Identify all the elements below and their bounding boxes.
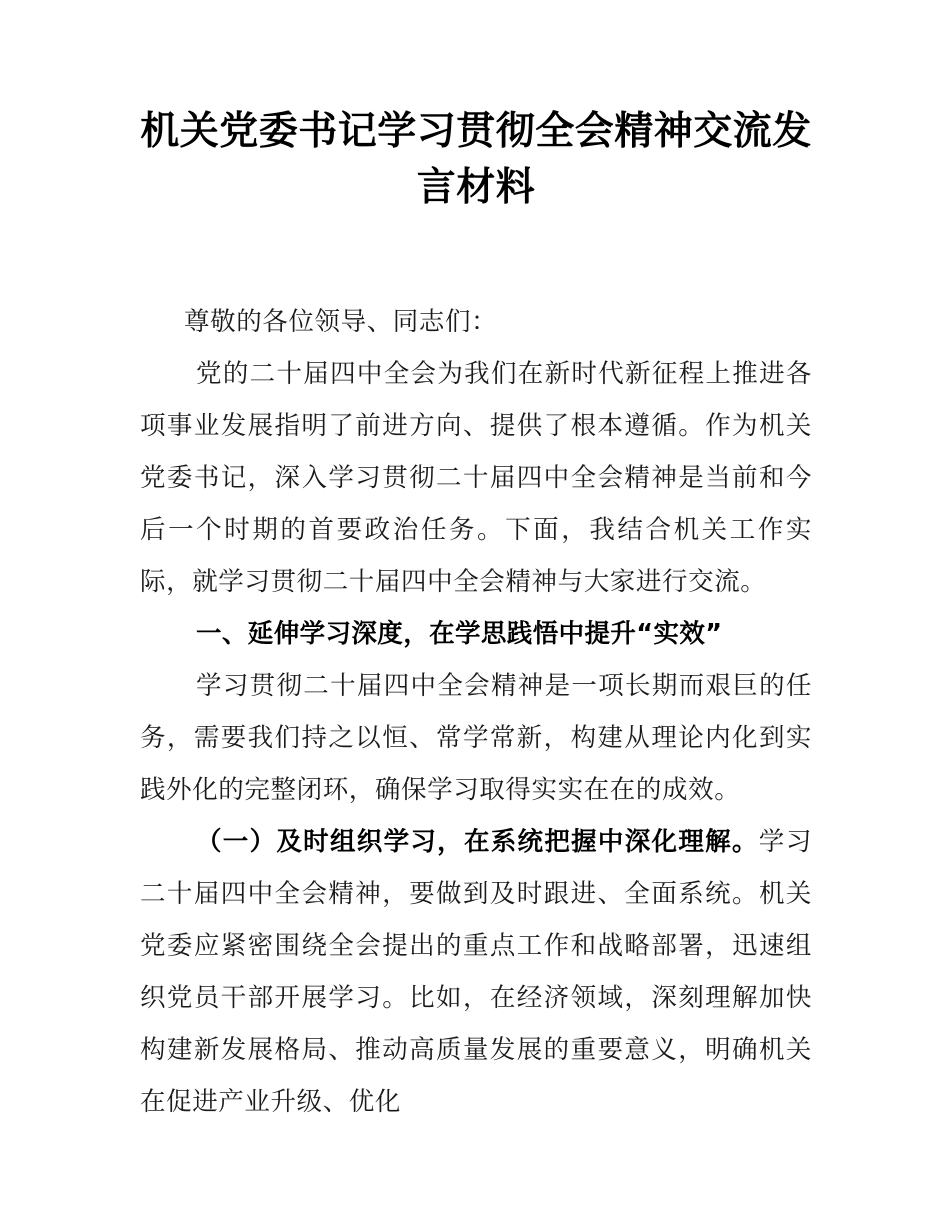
opening-paragraph: 党的二十届四中全会为我们在新时代新征程上推进各项事业发展指明了前进方向、提供了根本遵循。作为机关党委书记，深入学习贯彻二十届四中全会精神是当前和今后一个时期的首要政治任务。下面，我结合机关工作实际，就学习贯彻二十届四中全会精神与大家进行交流。 <box>140 359 812 597</box>
salutation-line: 尊敬的各位领导、同志们： <box>184 307 498 337</box>
subsection-one-paragraph <box>140 816 812 1128</box>
subsection-one-lead-in: （一）及时组织学习，在系统把握中深化理解。 <box>196 827 759 857</box>
document-body <box>140 296 812 1128</box>
section-heading-one: 一、延伸学习深度，在学思践悟中提升“实效” <box>196 619 723 649</box>
page-title: 机关党委书记学习贯彻全会精神交流发言材料 <box>140 109 812 210</box>
subsection-one-body-text: 学习二十届四中全会精神，要做到及时跟进、全面系统。机关党委应紧密围绕全会提出的重点工作和战略部署，迅速组织党员干部开展学习。比如，在经济领域，深刻理解加快构建新发展格局、推动高质量发展的重要意义，明确机关在促进产业升级、优化 <box>140 827 812 1117</box>
section-one-intro-paragraph: 学习贯彻二十届四中全会精神是一项长期而艰巨的任务，需要我们持之以恒、常学常新，构建从理论内化到实践外化的完整闭环，确保学习取得实实在在的成效。 <box>140 671 812 805</box>
